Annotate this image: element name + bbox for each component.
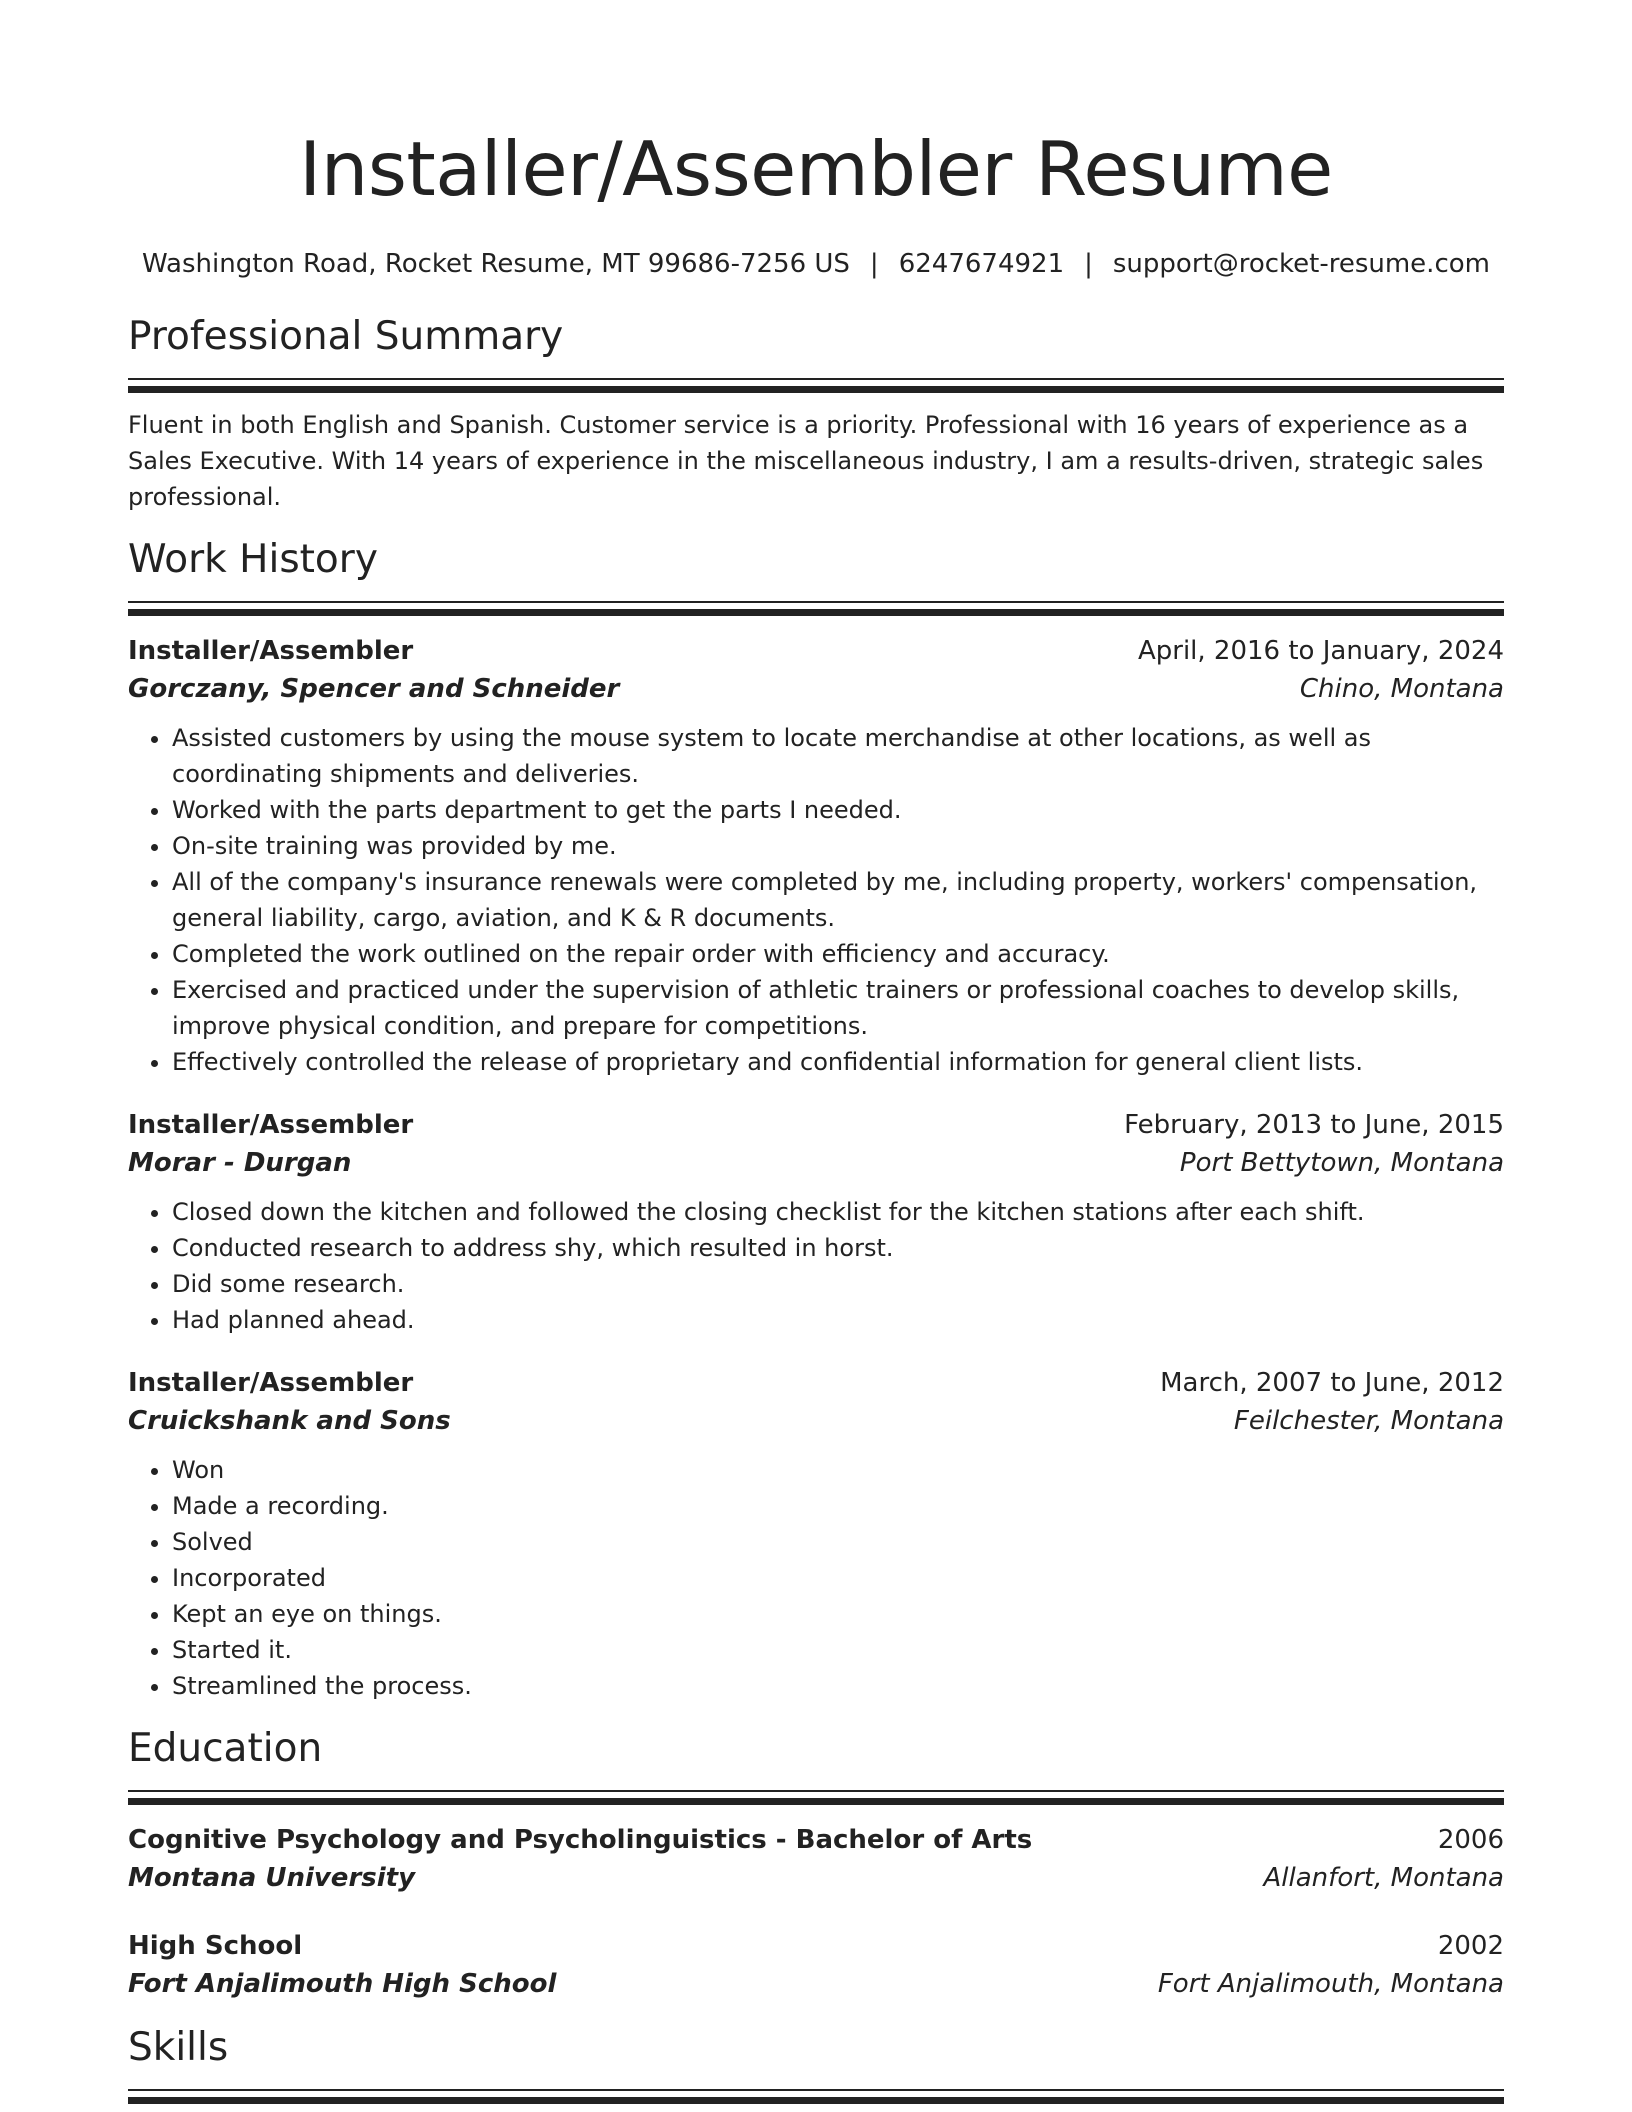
resume-title: Installer/Assembler Resume	[299, 125, 1333, 213]
contact-separator: |	[869, 249, 879, 279]
list-item: • Solved	[172, 1524, 1504, 1560]
skills-section	[128, 2023, 1504, 2104]
list-item: • All of the company's insurance renewals were completed by me, including property, workers' compensation, general liability, cargo, aviation, and K & R documents.	[172, 864, 1504, 936]
education-school-row	[128, 1965, 1504, 2003]
job-title: Installer/Assembler	[128, 636, 414, 666]
list-item: • Completed the work outlined on the repair order with efficiency and accuracy.	[172, 936, 1504, 972]
job-company-row	[128, 1144, 1504, 1182]
education-entry	[128, 1821, 1504, 1897]
list-item: • Streamlined the process.	[172, 1668, 1504, 1704]
job-location: Chino, Montana	[1299, 674, 1504, 704]
education-section	[128, 1724, 1504, 2003]
education-location: Allanfort, Montana	[1263, 1863, 1504, 1893]
job-bullets	[128, 1452, 1504, 1704]
job-bullets	[128, 720, 1504, 1080]
section-divider	[128, 378, 1504, 393]
list-item: • Won	[172, 1452, 1504, 1488]
list-item: • Did some research.	[172, 1266, 1504, 1302]
job-company: Gorczany, Spencer and Schneider	[128, 674, 620, 704]
list-item: • Had planned ahead.	[172, 1302, 1504, 1338]
list-item: • Made a recording.	[172, 1488, 1504, 1524]
job-bullets	[128, 1194, 1504, 1338]
job-company: Morar - Durgan	[128, 1148, 352, 1178]
job-dates: February, 2013 to June, 2015	[1124, 1110, 1504, 1140]
list-item: • Started it.	[172, 1632, 1504, 1668]
list-item: • Closed down the kitchen and followed the closing checklist for the kitchen stations after each shift.	[172, 1194, 1504, 1230]
education-school: Montana University	[128, 1863, 416, 1893]
job-entry	[128, 1364, 1504, 1704]
education-school: Fort Anjalimouth High School	[128, 1969, 557, 1999]
job-entry	[128, 1106, 1504, 1338]
job-entry	[128, 632, 1504, 1080]
section-divider	[128, 2089, 1504, 2104]
job-location: Port Bettytown, Montana	[1179, 1148, 1504, 1178]
job-header-row	[128, 632, 1504, 670]
education-entry	[128, 1927, 1504, 2003]
contact-separator: |	[1084, 249, 1093, 279]
list-item: • Assisted customers by using the mouse system to locate merchandise at other locations, as well as coordinating shipments and deliveries.	[172, 720, 1504, 792]
job-title: Installer/Assembler	[128, 1110, 414, 1140]
list-item: • Incorporated	[172, 1560, 1504, 1596]
education-degree: Cognitive Psychology and Psycholinguistics - Bachelor of Arts	[128, 1825, 1033, 1855]
education-header-row	[128, 1927, 1504, 1965]
job-title: Installer/Assembler	[128, 1368, 414, 1398]
section-heading-summary: Professional Summary	[128, 314, 564, 359]
list-item: • Effectively controlled the release of proprietary and confidential information for general client lists.	[172, 1044, 1504, 1080]
summary-text: Fluent in both English and Spanish. Customer service is a priority. Professional with 16 years of experience as a Sales Executive. With 14 years of experience in the miscellaneous industry, I am a results-driven, strategic sales professional.	[128, 411, 1484, 511]
summary-section	[128, 312, 1504, 515]
job-company: Cruickshank and Sons	[128, 1406, 451, 1436]
education-school-row	[128, 1859, 1504, 1897]
list-item: • On-site training was provided by me.	[172, 828, 1504, 864]
section-heading-education: Education	[128, 1726, 323, 1771]
education-year: 2006	[1437, 1825, 1504, 1855]
job-company-row	[128, 670, 1504, 708]
list-item: • Conducted research to address shy, which resulted in horst.	[172, 1230, 1504, 1266]
education-year: 2002	[1437, 1931, 1504, 1961]
education-degree: High School	[128, 1931, 303, 1961]
job-company-row	[128, 1402, 1504, 1440]
job-dates: March, 2007 to June, 2012	[1160, 1368, 1504, 1398]
section-divider	[128, 601, 1504, 616]
job-dates: April, 2016 to January, 2024	[1137, 636, 1504, 666]
work-history-section	[128, 535, 1504, 1704]
job-location: Feilchester, Montana	[1233, 1406, 1504, 1436]
contact-phone: 6247674921	[898, 249, 1065, 279]
list-item: • Exercised and practiced under the supervision of athletic trainers or professional coaches to develop skills, improve physical condition, and prepare for competitions.	[172, 972, 1504, 1044]
job-header-row	[128, 1106, 1504, 1144]
section-heading-skills: Skills	[128, 2025, 229, 2070]
contact-line	[128, 244, 1504, 284]
education-location: Fort Anjalimouth, Montana	[1157, 1969, 1504, 1999]
job-header-row	[128, 1364, 1504, 1402]
section-heading-work: Work History	[128, 537, 378, 582]
contact-address: Washington Road, Rocket Resume, MT 99686-7256 US	[142, 249, 850, 279]
section-divider	[128, 1790, 1504, 1805]
list-item: • Worked with the parts department to get the parts I needed.	[172, 792, 1504, 828]
contact-email: support@rocket-resume.com	[1112, 249, 1490, 279]
list-item: • Kept an eye on things.	[172, 1596, 1504, 1632]
education-header-row	[128, 1821, 1504, 1859]
